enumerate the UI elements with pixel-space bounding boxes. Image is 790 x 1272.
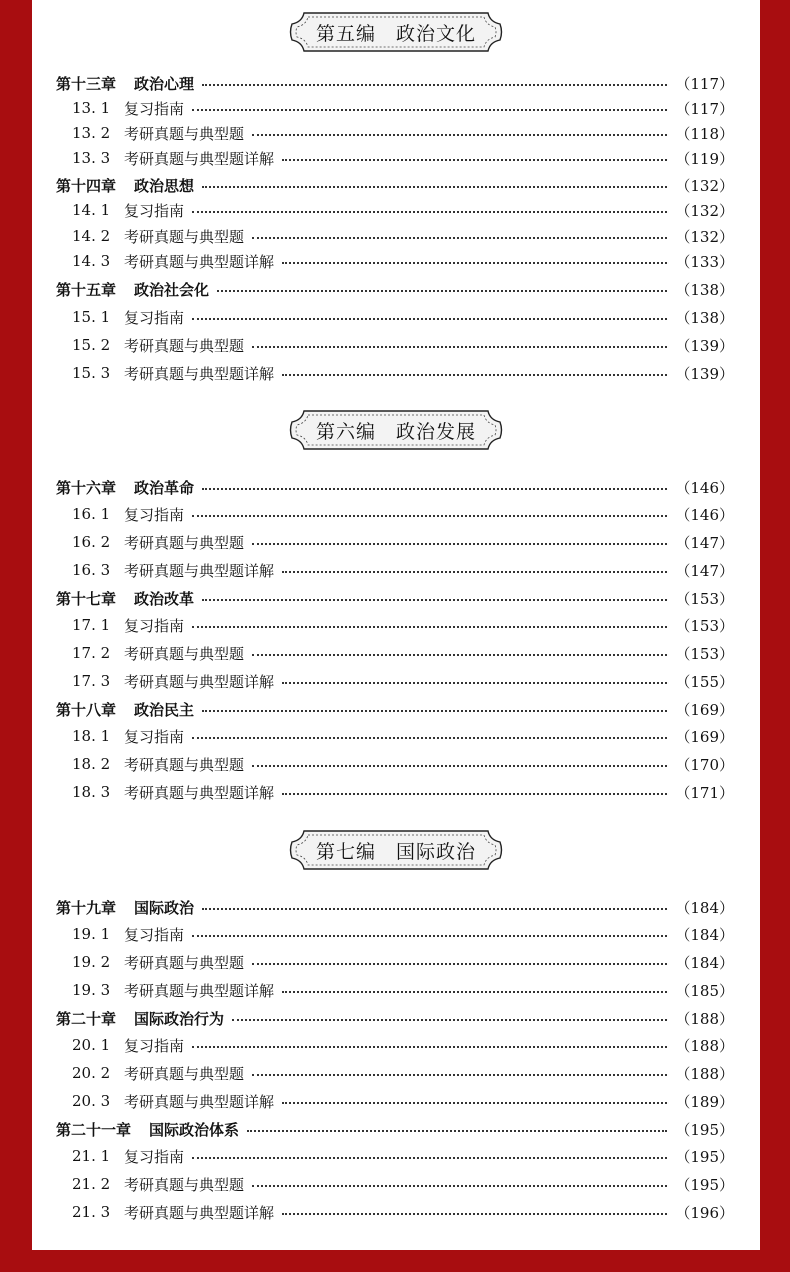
dot-leader: [202, 908, 667, 910]
toc-entry-section[interactable]: 13. 1 复习指南 （117）: [72, 99, 734, 118]
dot-leader: [232, 1019, 667, 1021]
dot-leader: [252, 1074, 667, 1076]
dot-leader: [252, 543, 667, 545]
toc-entry-section[interactable]: 19. 2 考研真题与典型题 （184）: [72, 953, 734, 972]
dot-leader: [282, 682, 667, 684]
toc-entry-section[interactable]: 21. 2 考研真题与典型题 （195）: [72, 1175, 734, 1194]
toc-entry-chapter[interactable]: 第二十一章 国际政治体系 （195）: [56, 1120, 734, 1139]
toc-entry-section[interactable]: 13. 2 考研真题与典型题 （118）: [72, 124, 734, 143]
toc-entry-section[interactable]: 19. 1 复习指南 （184）: [72, 925, 734, 944]
toc-entry-chapter[interactable]: 第十四章 政治思想 （132）: [56, 176, 734, 195]
part-header: [286, 828, 506, 872]
dot-leader: [252, 346, 667, 348]
toc-entry-section[interactable]: 14. 3 考研真题与典型题详解 （133）: [72, 252, 734, 271]
dot-leader: [192, 626, 667, 628]
part-title: 第七编 国际政治: [315, 840, 476, 863]
dot-leader: [202, 710, 667, 712]
toc-entry-section[interactable]: 18. 2 考研真题与典型题 （170）: [72, 755, 734, 774]
toc-entry-chapter[interactable]: 第十六章 政治革命 （146）: [56, 478, 734, 497]
toc-entry-section[interactable]: 15. 2 考研真题与典型题 （139）: [72, 336, 734, 355]
dot-leader: [282, 571, 667, 573]
part-header: [286, 10, 506, 54]
toc-entry-chapter[interactable]: 第十八章 政治民主 （169）: [56, 700, 734, 719]
toc-entry-section[interactable]: 20. 2 考研真题与典型题 （188）: [72, 1064, 734, 1083]
dot-leader: [282, 1213, 667, 1215]
toc-entry-section[interactable]: 16. 3 考研真题与典型题详解 （147）: [72, 561, 734, 580]
toc-entry-section[interactable]: 20. 3 考研真题与典型题详解 （189）: [72, 1092, 734, 1111]
dot-leader: [282, 991, 667, 993]
toc-entry-chapter[interactable]: 第十五章 政治社会化 （138）: [56, 280, 734, 299]
toc-entry-chapter[interactable]: 第十七章 政治改革 （153）: [56, 589, 734, 608]
dot-leader: [202, 84, 667, 86]
toc-entry-section[interactable]: 20. 1 复习指南 （188）: [72, 1036, 734, 1055]
toc-entry-section[interactable]: 21. 3 考研真题与典型题详解 （196）: [72, 1203, 734, 1222]
dot-leader: [202, 599, 667, 601]
dot-leader: [192, 935, 667, 937]
toc-entry-section[interactable]: 19. 3 考研真题与典型题详解 （185）: [72, 981, 734, 1000]
toc-entry-section[interactable]: 13. 3 考研真题与典型题详解 （119）: [72, 149, 734, 168]
toc-entry-section[interactable]: 14. 2 考研真题与典型题 （132）: [72, 227, 734, 246]
dot-leader: [192, 737, 667, 739]
toc-entry-section[interactable]: 16. 1 复习指南 （146）: [72, 505, 734, 524]
part-header: [286, 408, 506, 452]
toc-entry-chapter[interactable]: 第十三章 政治心理 （117）: [56, 74, 734, 93]
dot-leader: [252, 1185, 667, 1187]
part-title: 第六编 政治发展: [315, 420, 476, 443]
toc-entry-section[interactable]: 18. 3 考研真题与典型题详解 （171）: [72, 783, 734, 802]
dot-leader: [202, 186, 667, 188]
dot-leader: [217, 290, 667, 292]
toc-page: [32, 0, 760, 1250]
dot-leader: [252, 237, 667, 239]
toc-entry-chapter[interactable]: 第十九章 国际政治 （184）: [56, 898, 734, 917]
toc-entry-section[interactable]: 14. 1 复习指南 （132）: [72, 201, 734, 220]
dot-leader: [192, 1046, 667, 1048]
dot-leader: [192, 109, 667, 111]
dot-leader: [282, 793, 667, 795]
toc-entry-section[interactable]: 18. 1 复习指南 （169）: [72, 727, 734, 746]
dot-leader: [192, 211, 667, 213]
toc-entry-section[interactable]: 17. 3 考研真题与典型题详解 （155）: [72, 672, 734, 691]
toc-entry-section[interactable]: 15. 1 复习指南 （138）: [72, 308, 734, 327]
toc-entry-section[interactable]: 17. 2 考研真题与典型题 （153）: [72, 644, 734, 663]
dot-leader: [252, 134, 667, 136]
dot-leader: [282, 1102, 667, 1104]
dot-leader: [192, 318, 667, 320]
dot-leader: [282, 262, 667, 264]
toc-entry-chapter[interactable]: 第二十章 国际政治行为 （188）: [56, 1009, 734, 1028]
dot-leader: [282, 159, 667, 161]
dot-leader: [252, 963, 667, 965]
dot-leader: [252, 654, 667, 656]
toc-entry-section[interactable]: 21. 1 复习指南 （195）: [72, 1147, 734, 1166]
toc-entry-section[interactable]: 15. 3 考研真题与典型题详解 （139）: [72, 364, 734, 383]
dot-leader: [192, 515, 667, 517]
toc-entry-section[interactable]: 16. 2 考研真题与典型题 （147）: [72, 533, 734, 552]
dot-leader: [192, 1157, 667, 1159]
toc-entry-section[interactable]: 17. 1 复习指南 （153）: [72, 616, 734, 635]
dot-leader: [202, 488, 667, 490]
dot-leader: [252, 765, 667, 767]
part-title: 第五编 政治文化: [315, 22, 476, 45]
dot-leader: [247, 1130, 667, 1132]
dot-leader: [282, 374, 667, 376]
